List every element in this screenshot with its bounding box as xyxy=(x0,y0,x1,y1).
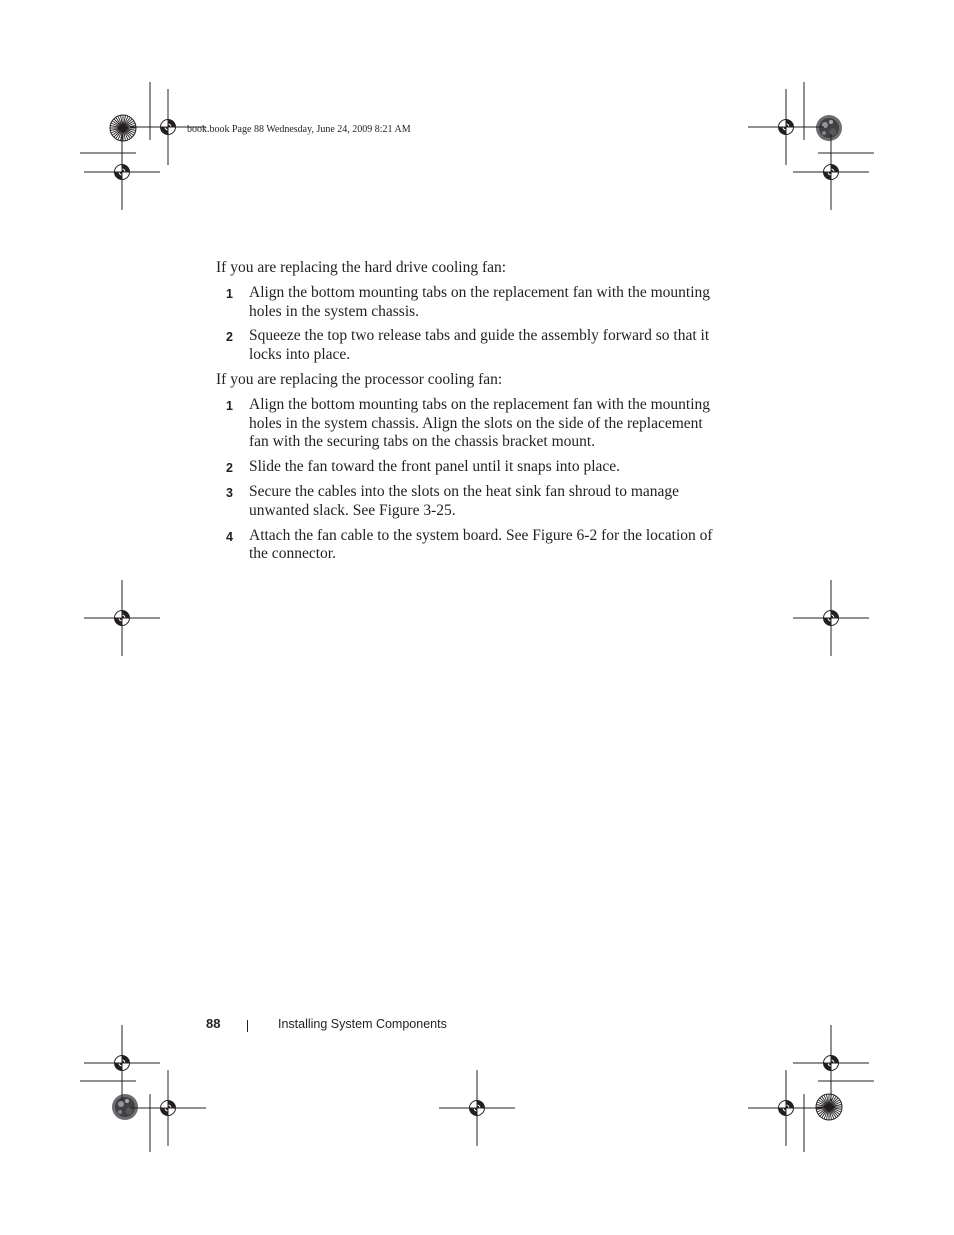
list-item xyxy=(216,396,716,452)
processor-fan-intro: If you are replacing the processor cooling fan: xyxy=(216,370,503,388)
list-item xyxy=(216,483,716,521)
page-footer xyxy=(0,1016,954,1036)
section-title: Installing System Components xyxy=(278,1017,447,1031)
hard-drive-fan-steps xyxy=(216,284,716,365)
hard-drive-fan-intro: If you are replacing the hard drive cooling fan: xyxy=(216,259,507,276)
footer-divider xyxy=(247,1020,248,1032)
page-number: 88 xyxy=(206,1016,221,1031)
step-text: Secure the cables into the slots on the heat sink fan shroud to manage unwanted slack. See Figure 3-25. xyxy=(249,482,680,519)
step-text: Slide the fan toward the front panel until it snaps into place. xyxy=(249,458,621,476)
step-number: 4 xyxy=(226,529,233,544)
list-item xyxy=(216,327,716,365)
step-number: 1 xyxy=(226,286,233,301)
list-item xyxy=(216,458,716,477)
page-content xyxy=(216,259,716,570)
step-number: 3 xyxy=(226,485,233,500)
print-slug: book.book Page 88 Wednesday, June 24, 2009 8:21 AM xyxy=(187,124,411,135)
step-number: 2 xyxy=(226,330,233,345)
step-text: Squeeze the top two release tabs and guide the assembly forward so that it locks into place. xyxy=(249,327,710,364)
processor-fan-steps xyxy=(216,396,716,564)
step-number: 1 xyxy=(226,398,233,413)
list-item xyxy=(216,284,716,322)
list-item xyxy=(216,527,716,565)
step-text: Align the bottom mounting tabs on the replacement fan with the mounting holes in the system chassis. xyxy=(249,283,711,320)
step-text: Align the bottom mounting tabs on the replacement fan with the mounting holes in the system chassis. Align the slots on the side of the replacement fan with the securing tabs on the chassis bracket mount. xyxy=(249,395,711,451)
step-number: 2 xyxy=(226,461,233,476)
step-text: Attach the fan cable to the system board. See Figure 6-2 for the location of the connector. xyxy=(249,526,713,563)
